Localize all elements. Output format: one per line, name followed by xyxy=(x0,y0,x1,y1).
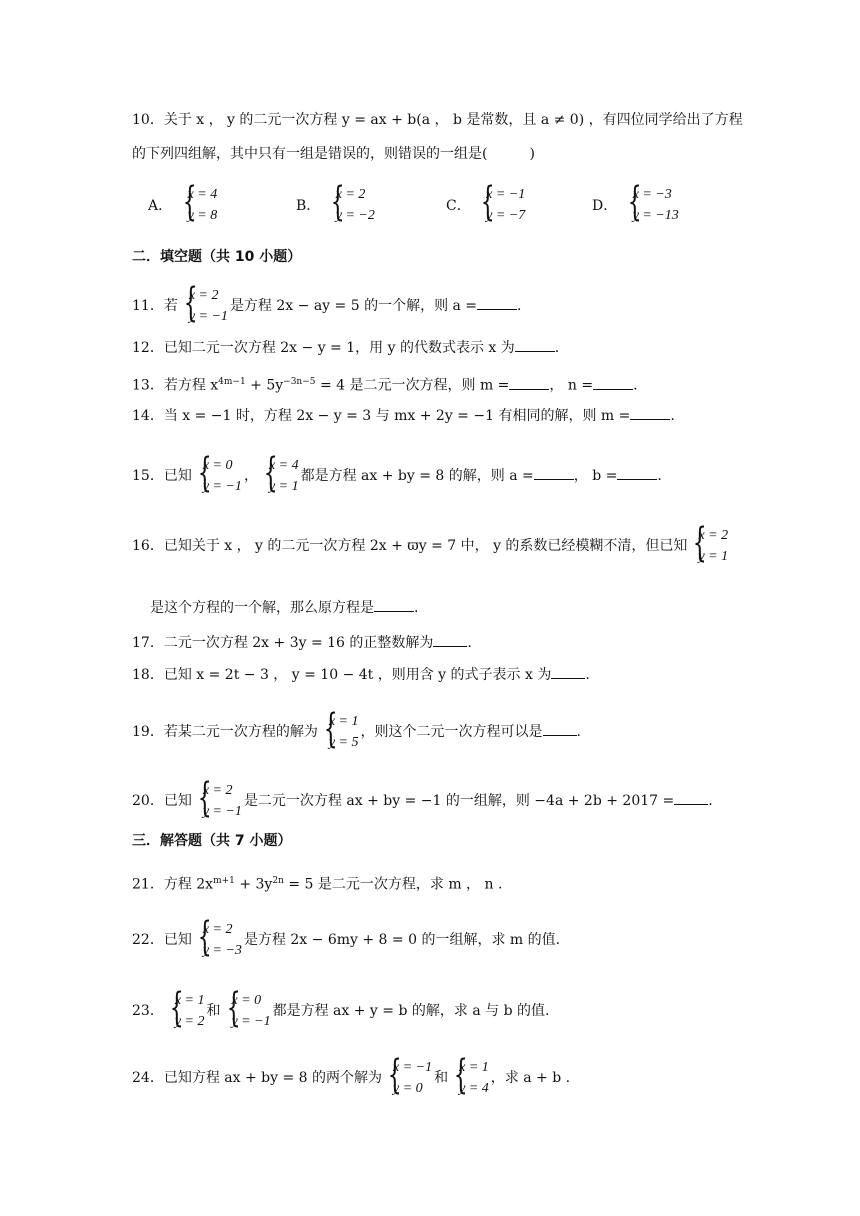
q18-answer-blank[interactable] xyxy=(551,664,585,679)
choice-d-system: { x = −3 y = −13 xyxy=(624,184,679,226)
q16-system: { x = 2 y = 1 xyxy=(689,525,728,567)
question-17: 17．二元一次方程 2x + 3y = 16 的正整数解为 . xyxy=(132,632,472,653)
q17-answer-blank[interactable] xyxy=(433,632,467,647)
question-24: 24．已知方程 ax + by = 8 的两个解为 { x = −1 y = 0 和 { x = 1 y = 4 ，求 a + b . xyxy=(132,1057,570,1099)
q16-answer-blank[interactable] xyxy=(374,597,414,612)
question-12: 12．已知二元一次方程 2x − y = 1，用 y 的代数式表示 x 为 . xyxy=(132,337,559,358)
q11-answer-blank[interactable] xyxy=(477,295,517,310)
q24-system-1: { x = −1 y = 0 xyxy=(384,1057,432,1099)
q15-system-2: { x = 4 y = 1 xyxy=(260,455,299,497)
choice-b[interactable]: B． { x = 2 y = −2 xyxy=(296,184,377,226)
q15-answer-blank-b[interactable] xyxy=(617,465,657,480)
q13-answer-blank-n[interactable] xyxy=(593,375,633,390)
question-15: 15．已知 { x = 0 y = −1 ， { x = 4 y = 1 都是方程 ax + by = 8 的解，则 a = ， b = . xyxy=(132,455,662,497)
choice-d[interactable]: D． { x = −3 y = −13 xyxy=(592,184,681,226)
q13-answer-blank-m[interactable] xyxy=(509,375,549,390)
choice-a-system: { x = 4 y = 8 xyxy=(179,184,218,226)
question-14: 14．当 x = −1 时，方程 2x − y = 3 与 mx + 2y = −1 有相同的解，则 m = . xyxy=(132,405,675,426)
question-10-line1: 10．关于 x ， y 的二元一次方程 y = ax + b(a ， b 是常数，且 a ≠ 0) ，有四位同学给出了方程 xyxy=(132,112,743,128)
choice-b-system: { x = 2 y = −2 xyxy=(327,184,375,226)
question-13: 13．若方程 $x^{4m-1} + 5y^{-3n-5} = 4$ 是二元一次方程，则 m = ， n = . xyxy=(132,372,638,396)
choice-a[interactable]: A． { x = 4 y = 8 xyxy=(148,184,219,226)
q15-answer-blank-a[interactable] xyxy=(534,465,574,480)
question-11: 11．若 { x = 2 y = −1 是方程 2x − ay = 5 的一个解，则 a = . xyxy=(132,285,522,327)
q19-system: { x = 1 y = 5 xyxy=(320,711,359,753)
question-19: 19．若某二元一次方程的解为 { x = 1 y = 5 ，则这个二元一次方程可以是 . xyxy=(132,711,581,753)
q23-system-2: { x = 0 y = −1 xyxy=(223,990,271,1032)
choice-c-system: { x = −1 y = −7 xyxy=(477,184,525,226)
q15-system-1: { x = 0 y = −1 xyxy=(194,455,242,497)
q19-answer-blank[interactable] xyxy=(543,721,577,736)
question-16-line1: 16．已知关于 x ， y 的二元一次方程 2x + ϖy = 7 中， y 的系数已经模糊不清，但已知 { x = 2 y = 1 xyxy=(132,525,730,567)
q11-system: { x = 2 y = −1 xyxy=(180,285,228,327)
question-23: 23． { x = 1 y = 2 和 { x = 0 y = −1 都是方程 ax + y = b 的解，求 a 与 b 的值. xyxy=(132,990,549,1032)
question-10-line2: 的下列四组解，其中只有一组是错误的，则错误的一组是( ) xyxy=(132,146,535,162)
choice-c[interactable]: C． { x = −1 y = −7 xyxy=(446,184,527,226)
section-heading-fill-in: 二．填空题（共 10 小题） xyxy=(132,249,302,265)
q12-answer-blank[interactable] xyxy=(515,337,555,352)
question-20: 20．已知 { x = 2 y = −1 是二元一次方程 ax + by = −1 的一组解，则 −4a + 2b + 2017 = . xyxy=(132,780,713,822)
section-heading-solve: 三．解答题（共 7 小题） xyxy=(132,833,292,849)
question-18: 18．已知 x = 2t − 3 ， y = 10 − 4t ，则用含 y 的式子表示 x 为 . xyxy=(132,664,590,685)
q22-system: { x = 2 y = −3 xyxy=(194,919,242,961)
q24-system-2: { x = 1 y = 4 xyxy=(450,1057,489,1099)
q20-answer-blank[interactable] xyxy=(674,790,708,805)
q23-system-1: { x = 1 y = 2 xyxy=(166,990,205,1032)
q20-system: { x = 2 y = −1 xyxy=(194,780,242,822)
question-21: 21．方程 $2x^{m+1} + 3y^{2n} = 5$ 是二元一次方程，求 m ， n . xyxy=(132,876,503,893)
q14-answer-blank[interactable] xyxy=(630,405,670,420)
question-16-line2: 是这个方程的一个解，那么原方程是 . xyxy=(150,597,418,618)
question-22: 22．已知 { x = 2 y = −3 是方程 2x − 6my + 8 = 0 的一组解，求 m 的值. xyxy=(132,919,560,961)
